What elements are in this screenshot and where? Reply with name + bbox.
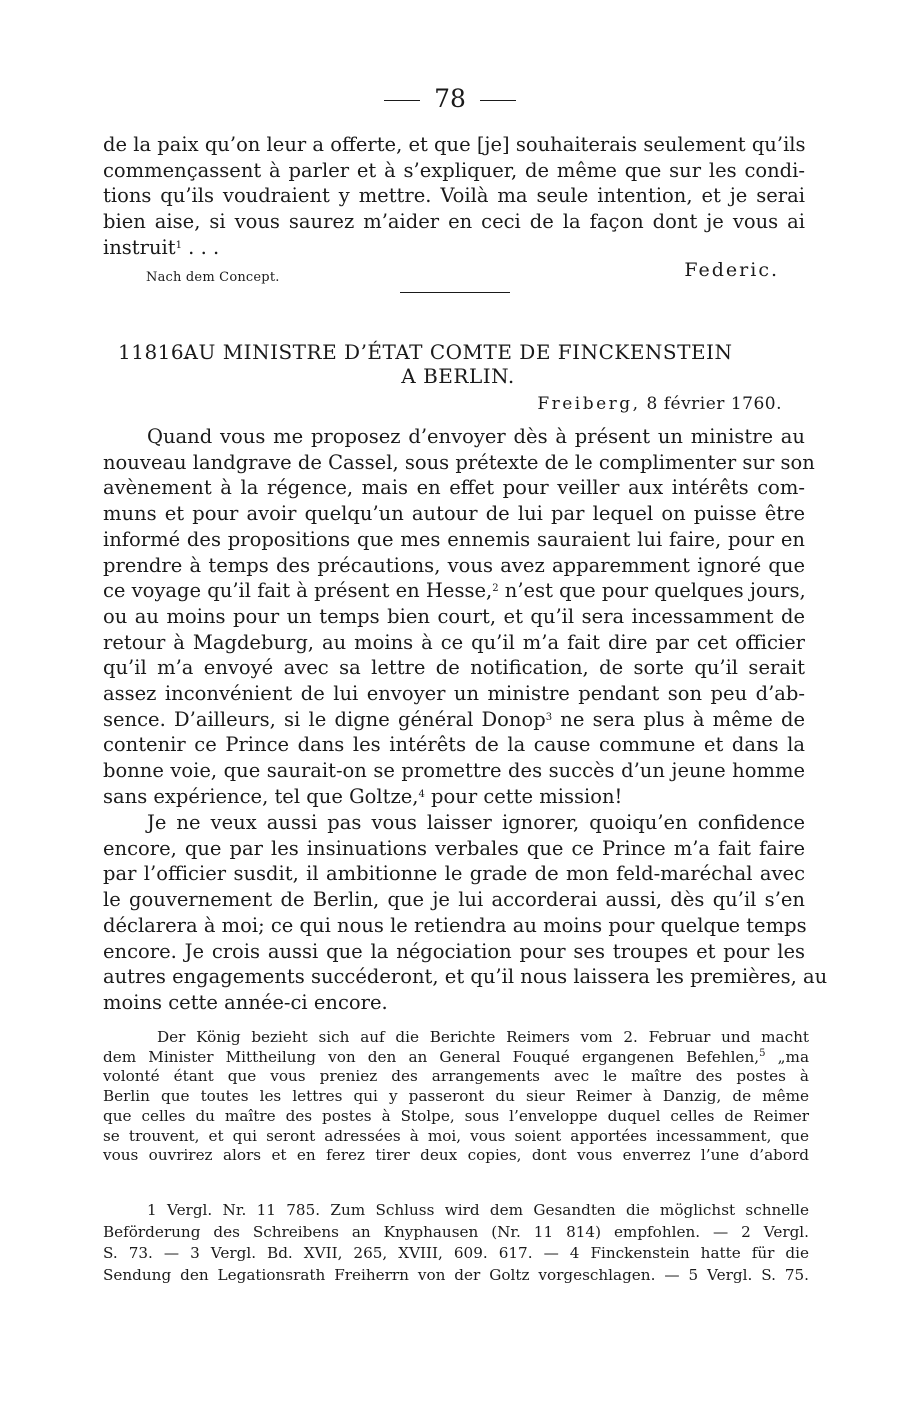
text-line: de la paix qu’on leur a offerte, et que [je] souhaiterais seulement qu’ils xyxy=(103,133,806,156)
text-line xyxy=(103,235,805,261)
dateline-place: Freiberg, xyxy=(537,394,641,414)
footnotes xyxy=(103,1200,809,1286)
text-line: bonne voie, que saurait-on se promettre des succès d’un jeune homme xyxy=(103,759,805,783)
text-line: tions qu’ils voudraient y mettre. Voilà ma seule intention, et je serai xyxy=(103,184,805,208)
text-line: muns et pour avoir quelqu’un autour de lui par lequel on puisse être xyxy=(103,502,805,526)
text-line: se trouvent, et qui seront adressées à moi, vous soient apportées incessamment, que xyxy=(103,1126,809,1145)
text-fragment: pour cette mission! xyxy=(431,784,623,808)
footnote-line: Beförderung des Schreibens an Knyphausen (Nr. 11 814) empfohlen. — 2 Vergl. xyxy=(103,1222,809,1241)
editorial-commentary xyxy=(103,1028,809,1166)
text-line: retour à Magdeburg, au moins à ce qu’il m’a fait dire par cet officier xyxy=(103,630,805,654)
text-fragment: ce voyage qu’il fait à présent en Hesse, xyxy=(103,579,493,603)
text-line: Je ne veux aussi pas vous laisser ignorer, quoiqu’en confidence xyxy=(147,811,805,834)
text-line: contenir ce Prince dans les intérêts de la cause commune et dans la xyxy=(103,733,805,757)
text-line: Berlin que toutes les lettres qui y passeront du sieur Reimer à Danzig, de même xyxy=(103,1087,809,1106)
text-fragment: n’est que pour quelques jours, xyxy=(498,579,806,603)
letter-paragraph-1 xyxy=(103,424,815,810)
text-line: encore, que par les insinuations verbales que ce Prince m’a fait faire xyxy=(103,836,805,860)
text-line: volonté étant que vous preniez des arrangements avec le maître des postes à xyxy=(103,1067,809,1086)
text-fragment: ne sera plus à même de xyxy=(552,707,805,731)
text-line: Der König bezieht sich auf die Berichte Reimers vom 2. Februar und macht xyxy=(157,1028,809,1046)
text-line: par l’officier susdit, il ambitionne le grade de mon feld-maréchal avec xyxy=(103,862,805,886)
text-line: que celles du maître des postes à Stolpe, sous l’enveloppe duquel celles de Reimer xyxy=(103,1106,809,1125)
letter-heading-line: A BERLIN. xyxy=(401,364,515,388)
text-line: ou au moins pour un temps bien court, et qu’il sera incessamment de xyxy=(103,604,805,628)
dateline-date: 8 février 1760. xyxy=(646,394,782,414)
header-dash-left xyxy=(384,100,420,101)
text-line: déclarera à moi; ce qui nous le retiendra au moins pour quelque temps xyxy=(103,913,807,937)
page-number-header xyxy=(0,84,900,113)
text-line: avènement à la régence, mais en effet pour veiller aux intérêts com- xyxy=(103,476,805,500)
text-line: encore. Je crois aussi que la négociation pour ses troupes et pour les xyxy=(103,939,805,963)
text-line: informé des propositions que mes ennemis sauraient lui faire, pour en xyxy=(103,527,805,551)
text-line xyxy=(103,578,805,604)
text-line: le gouvernement de Berlin, que je lui accorderai aussi, dès qu’il s’en xyxy=(103,888,805,912)
text-line xyxy=(103,1048,809,1068)
dateline xyxy=(537,394,782,414)
footnote-line: S. 73. — 3 Vergl. Bd. XVII, 265, XVIII, 609. 617. — 4 Finckenstein hatte für die xyxy=(103,1244,809,1262)
text-line xyxy=(103,784,805,810)
footnote-mark: 5 xyxy=(759,1047,766,1059)
text-line: autres engagements succéderont, et qu’il nous laissera les premières, au xyxy=(103,965,828,989)
footnote-mark: 3 xyxy=(545,711,553,723)
footnote-mark: 4 xyxy=(418,788,425,800)
text-line: vous ouvrirez alors et en ferez tirer deux copies, dont vous enverrez l’une d’abord xyxy=(103,1146,809,1165)
section-divider xyxy=(400,292,510,293)
footnote-mark: 1 xyxy=(175,239,182,251)
text-line: prendre à temps des précautions, vous avez apparemment ignoré que xyxy=(103,553,805,577)
text-fragment: instruit xyxy=(103,235,176,259)
letter-number: 11816. xyxy=(118,340,191,364)
text-line: qu’il m’a envoyé avec sa lettre de notification, de sorte qu’il serait xyxy=(103,656,805,680)
text-line: moins cette année-ci encore. xyxy=(103,990,388,1014)
opening-paragraph xyxy=(103,132,805,261)
letter-heading xyxy=(118,340,798,388)
text-line: bien aise, si vous saurez m’aider en ceci de la façon dont je vous ai xyxy=(103,210,805,234)
text-fragment: . . . xyxy=(181,235,220,259)
text-fragment: sence. D’ailleurs, si le digne général Donop xyxy=(103,707,546,731)
footnote-line: 1 Vergl. Nr. 11 785. Zum Schluss wird dem Gesandten die möglichst schnelle xyxy=(147,1201,809,1219)
signature: Federic. xyxy=(684,259,779,281)
header-dash-right xyxy=(480,100,516,101)
letter-heading-line: AU MINISTRE D’ÉTAT COMTE DE FINCKENSTEIN xyxy=(183,340,733,364)
text-line: assez inconvénient de lui envoyer un ministre pendant son peu d’ab- xyxy=(103,682,805,706)
footnote-mark: 2 xyxy=(492,583,499,595)
text-line: commençassent à parler et à s’expliquer, de même que sur les condi- xyxy=(103,158,805,182)
letter-paragraph-2 xyxy=(103,810,828,1016)
text-line xyxy=(103,707,805,733)
page-number: 78 xyxy=(434,84,466,113)
text-fragment: dem Minister Mittheilung von den an General Fouqué ergangenen Befehlen, xyxy=(103,1047,760,1066)
text-line: Quand vous me proposez d’envoyer dès à présent un ministre au xyxy=(147,425,805,448)
text-fragment: sans expérience, tel que Goltze, xyxy=(103,784,419,808)
source-note: Nach dem Concept. xyxy=(146,270,280,285)
text-fragment: „ma xyxy=(765,1047,809,1066)
footnote-line: Sendung den Legationsrath Freiherrn von der Goltz vorgeschlagen. — 5 Vergl. S. 75. xyxy=(103,1265,809,1284)
text-line: nouveau landgrave de Cassel, sous prétexte de le complimenter sur son xyxy=(103,450,815,474)
